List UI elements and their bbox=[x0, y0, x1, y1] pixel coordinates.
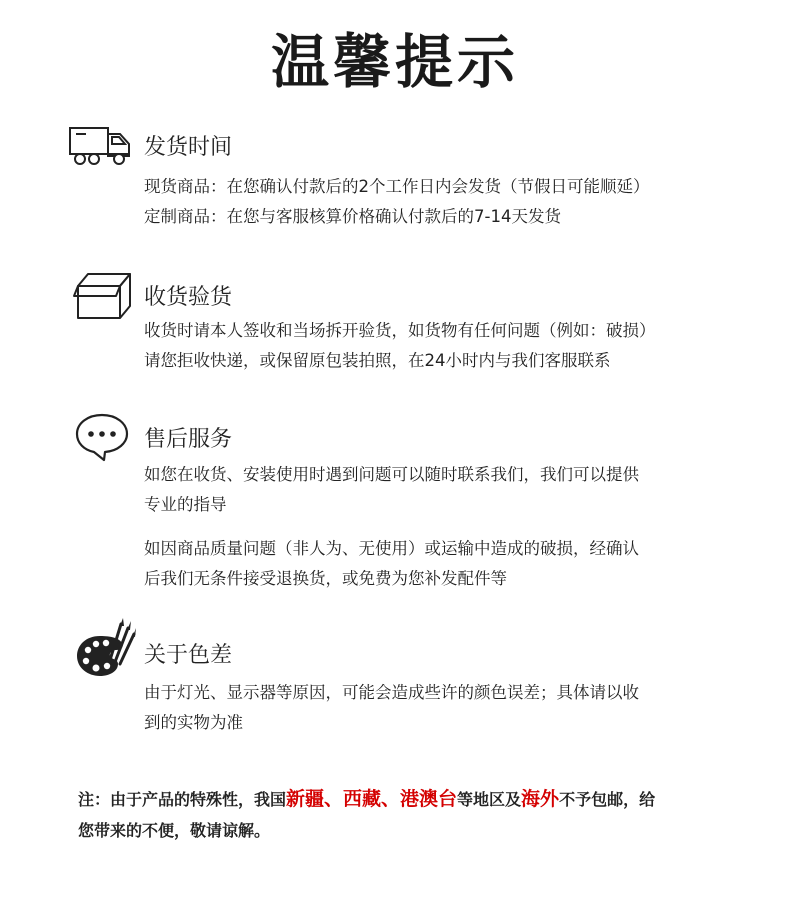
note-highlight-regions: 新疆、西藏、港澳台 bbox=[286, 788, 458, 810]
section-shipping-time bbox=[0, 124, 790, 234]
chat-bubble-icon bbox=[74, 412, 130, 462]
body-line: 到的实物为准 bbox=[144, 713, 243, 732]
body-line: 后我们无条件接受退换货，或免费为您补发配件等 bbox=[144, 569, 507, 588]
section-title: 售后服务 bbox=[144, 427, 233, 452]
note-text: 不予包邮，给 bbox=[559, 790, 656, 809]
shipping-note bbox=[78, 784, 728, 846]
note-highlight-overseas: 海外 bbox=[521, 788, 560, 810]
section-body-extra bbox=[144, 534, 744, 594]
body-line: 定制商品：在您与客服核算价格确认付款后的7-14天发货 bbox=[144, 207, 561, 226]
note-line-2: 您带来的不便，敬请谅解。 bbox=[78, 821, 271, 840]
note-text: 等地区及 bbox=[457, 790, 522, 809]
section-title: 收货验货 bbox=[144, 285, 233, 310]
section-body bbox=[144, 172, 744, 232]
page-title: 温馨提示 bbox=[270, 28, 519, 96]
truck-icon bbox=[68, 124, 132, 168]
body-line: 由于灯光、显示器等原因，可能会造成些许的颜色误差；具体请以收 bbox=[144, 683, 639, 702]
section-body bbox=[144, 678, 744, 738]
body-line: 收货时请本人签收和当场拆开验货，如货物有任何问题（例如：破损） bbox=[144, 321, 656, 340]
section-after-sales bbox=[0, 412, 790, 602]
body-line: 现货商品：在您确认付款后的2个工作日内会发货（节假日可能顺延） bbox=[144, 177, 650, 196]
section-receiving bbox=[0, 272, 790, 382]
body-line: 如因商品质量问题（非人为、无使用）或运输中造成的破损，经确认 bbox=[144, 539, 639, 558]
body-line: 专业的指导 bbox=[144, 495, 227, 514]
body-line: 如您在收货、安装使用时遇到问题可以随时联系我们，我们可以提供 bbox=[144, 465, 639, 484]
note-text: 注：由于产品的特殊性，我国 bbox=[78, 790, 287, 809]
section-color-difference bbox=[0, 616, 790, 736]
section-body bbox=[144, 316, 744, 376]
section-title: 关于色差 bbox=[144, 643, 233, 668]
note-line-1 bbox=[78, 784, 728, 815]
body-line: 请您拒收快递，或保留原包装拍照，在24小时内与我们客服联系 bbox=[144, 351, 611, 370]
section-title: 发货时间 bbox=[144, 135, 233, 160]
palette-icon bbox=[74, 616, 136, 678]
box-icon bbox=[72, 272, 134, 320]
section-body bbox=[144, 460, 744, 520]
